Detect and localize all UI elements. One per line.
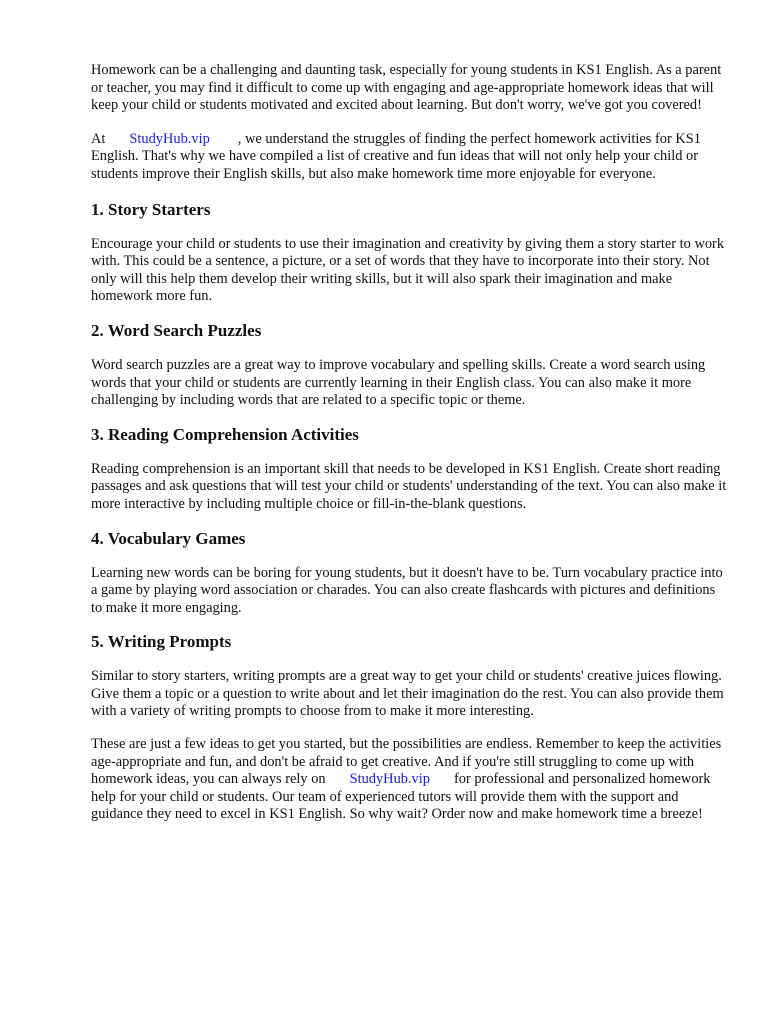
article-body <box>91 62 727 824</box>
intro-paragraph: Homework can be a challenging and daunting task, especially for young students in KS1 English. As a parent or teacher, you may find it difficult to come up with engaging and age-appropriate homework ideas that will keep your child or students motivated and excited about learning. But don't worry, we've got you covered! <box>91 62 722 114</box>
section-text-story-starters: Encourage your child or students to use their imagination and creativity by giving them a story starter to work with. This could be a sentence, a picture, or a set of words that they have to incorporate into their story. Not only will this help them develop their writing skills, but it will also spark their imagination and make homework more fun. <box>91 235 725 305</box>
at-prefix: At <box>91 130 106 147</box>
studyhub-link[interactable]: StudyHub.vip <box>129 130 210 147</box>
section-heading-vocabulary-games: 4. Vocabulary Games <box>91 528 246 548</box>
section-heading-story-starters: 1. Story Starters <box>91 199 211 219</box>
closing-suffix: for professional and personalized homework help for your child or students. Our team of experienced tutors will provide them with the support and guidance they need to excel in KS1 English. So why wait? Order now and make homework time a breeze! <box>91 771 711 823</box>
section-heading-word-search: 2. Word Search Puzzles <box>91 320 262 340</box>
section-text-word-search: Word search puzzles are a great way to improve vocabulary and spelling skills. Create a word search using words that your child or students are currently learning in their English class. You can also make it more challenging by including words that are related to a specific topic or theme. <box>91 356 706 409</box>
studyhub-link-closing[interactable]: StudyHub.vip <box>349 771 430 788</box>
section-text-vocabulary-games: Learning new words can be boring for young students, but it doesn't have to be. Turn vocabulary practice into a game by playing word association or charades. You can also create flashcards with pictures and definitions to make it more engaging. <box>91 564 723 616</box>
closing-paragraph <box>91 736 727 824</box>
section-text-writing-prompts: Similar to story starters, writing prompts are a great way to get your child or students' creative juices flowing. Give them a topic or a question to write about and let their imagination do the rest. You can also provide them with a variety of writing prompts to choose from to make it more interesting. <box>91 668 724 720</box>
section-heading-writing-prompts: 5. Writing Prompts <box>91 632 232 652</box>
at-suffix: , we understand the struggles of finding the perfect homework activities for KS1 English. That's why we have compiled a list of creative and fun ideas that will not only help your child or students improve their English skills, but also make homework time more enjoyable for everyone. <box>91 130 701 182</box>
section-heading-reading-comprehension: 3. Reading Comprehension Activities <box>91 424 359 444</box>
closing-prefix: These are just a few ideas to get you started, but the possibilities are endless. Remember to keep the activities age-appropriate and fun, and don't be afraid to get creative. And if you're still struggling to come up with homework ideas, you can always rely on <box>91 736 722 788</box>
section-text-reading-comprehension: Reading comprehension is an important skill that needs to be developed in KS1 English. Create short reading passages and ask questions that will test your child or students' understanding of the text. You can also make it more interactive by including multiple choice or fill-in-the-blank questions. <box>91 460 727 512</box>
studyhub-intro-paragraph <box>91 131 727 184</box>
